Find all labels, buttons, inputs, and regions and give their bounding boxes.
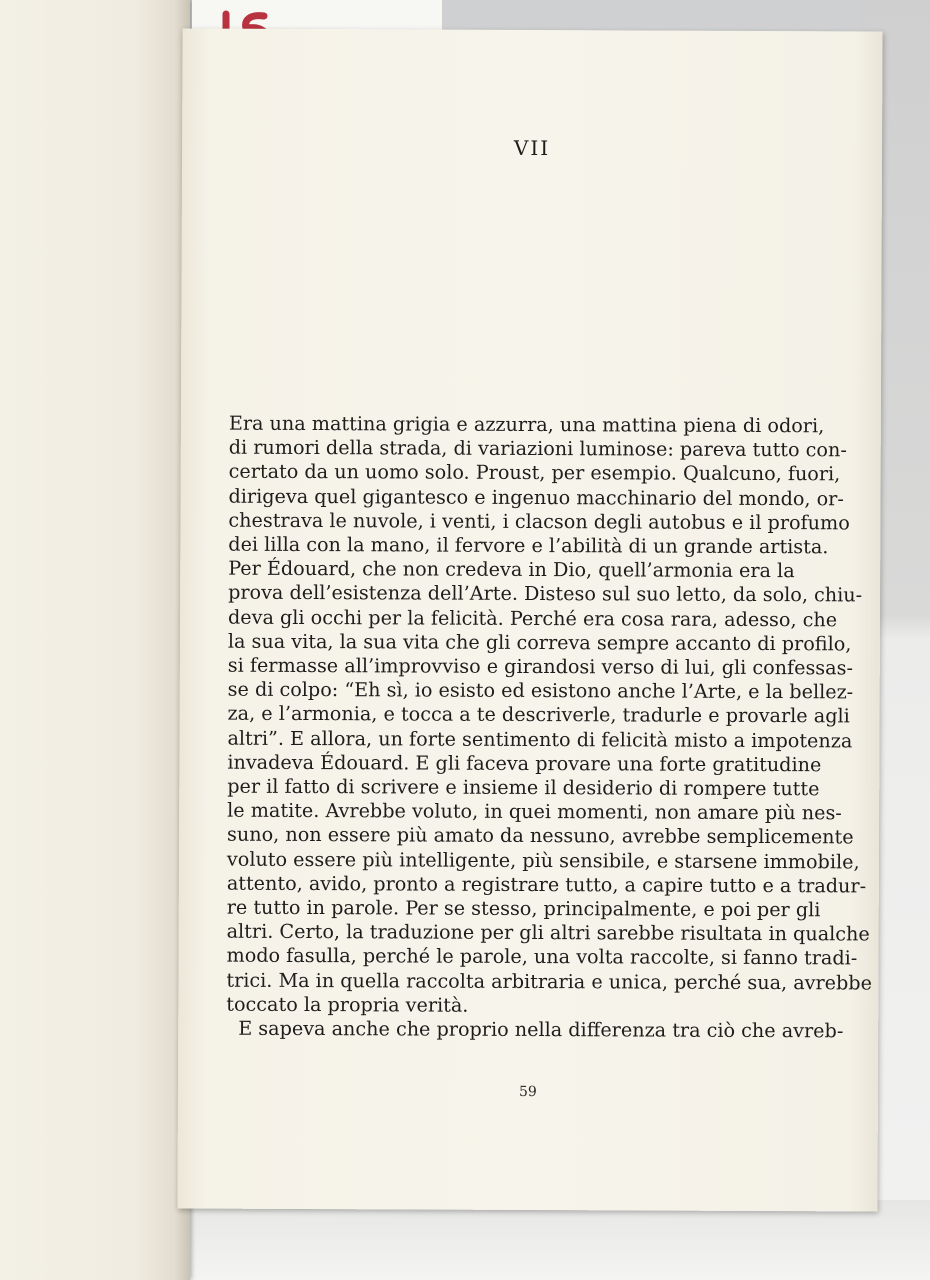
text-line: dirigeva quel gigantesco e ingenuo macchinario del mondo, or- xyxy=(228,484,844,510)
text-line: deva gli occhi per la felicità. Perché era cosa rara, adesso, che xyxy=(227,605,838,631)
text-line: E sapeva anche che proprio nella differenza tra ciò che avreb- xyxy=(238,1016,844,1043)
text-line: chestrava le nuvole, i venti, i clacson degli autobus e il profumo xyxy=(228,508,850,535)
body-text xyxy=(226,411,873,1044)
text-line: prova dell’esistenza dell’Arte. Disteso sul suo letto, da solo, chiu- xyxy=(228,581,863,607)
text-line: Era una mattina grigia e azzurra, una mattina piena di odori, xyxy=(228,411,825,438)
text-line: voluto essere più intelligente, più sensibile, e starsene immobile, xyxy=(226,847,860,874)
page-number: 59 xyxy=(518,1083,537,1101)
book-page xyxy=(177,28,882,1211)
text-line: invadeva Édouard. E gli faceva provare una forte gratitudine xyxy=(227,750,822,777)
text-line: Per Édouard, che non credeva in Dio, quell’armonia era la xyxy=(228,556,795,583)
text-line: per il fatto di scrivere e insieme il desiderio di rompere tutte xyxy=(227,774,820,801)
left-page-edge xyxy=(0,0,190,1280)
text-line: modo fasulla, perché le parole, una volta raccolte, si fanno tradi- xyxy=(226,944,858,970)
text-line: re tutto in parole. Per se stesso, principalmente, e poi per gli xyxy=(226,895,821,922)
text-line: trici. Ma in quella raccolta arbitraria e unica, perché sua, avrebbe xyxy=(226,968,873,995)
text-line: la sua vita, la sua vita che gli correva sempre accanto di profilo, xyxy=(227,629,852,656)
text-line: certato da un uomo solo. Proust, per esempio. Qualcuno, fuori, xyxy=(228,460,841,486)
text-line: attento, avido, pronto a registrare tutto, a capire tutto e a tradur- xyxy=(226,871,867,898)
text-line: le matite. Avrebbe voluto, in quei momenti, non amare più nes- xyxy=(227,798,842,825)
text-line: altri. Certo, la traduzione per gli altri sarebbe risultata in qualche xyxy=(226,919,870,946)
text-line: altri”. E allora, un forte sentimento di felicità misto a impotenza xyxy=(227,726,853,753)
text-line: dei lilla con la mano, il fervore e l’abilità di un grande artista. xyxy=(228,532,829,559)
text-line: toccato la propria verità. xyxy=(226,992,469,1017)
text-line: se di colpo: “Eh sì, io esisto ed esistono anche l’Arte, e la bellez- xyxy=(227,677,854,704)
text-line: si fermasse all’improvviso e girandosi verso di lui, gli confessas- xyxy=(227,653,854,680)
text-line: di rumori della strada, di variazioni luminose: pareva tutto con- xyxy=(228,435,847,462)
chapter-heading: VII xyxy=(513,135,551,161)
text-line: suno, non essere più amato da nessuno, avrebbe semplicemente xyxy=(227,823,854,849)
text-line: za, e l’armonia, e tocca a te descriverle, tradurle e provarle agli xyxy=(227,702,850,728)
